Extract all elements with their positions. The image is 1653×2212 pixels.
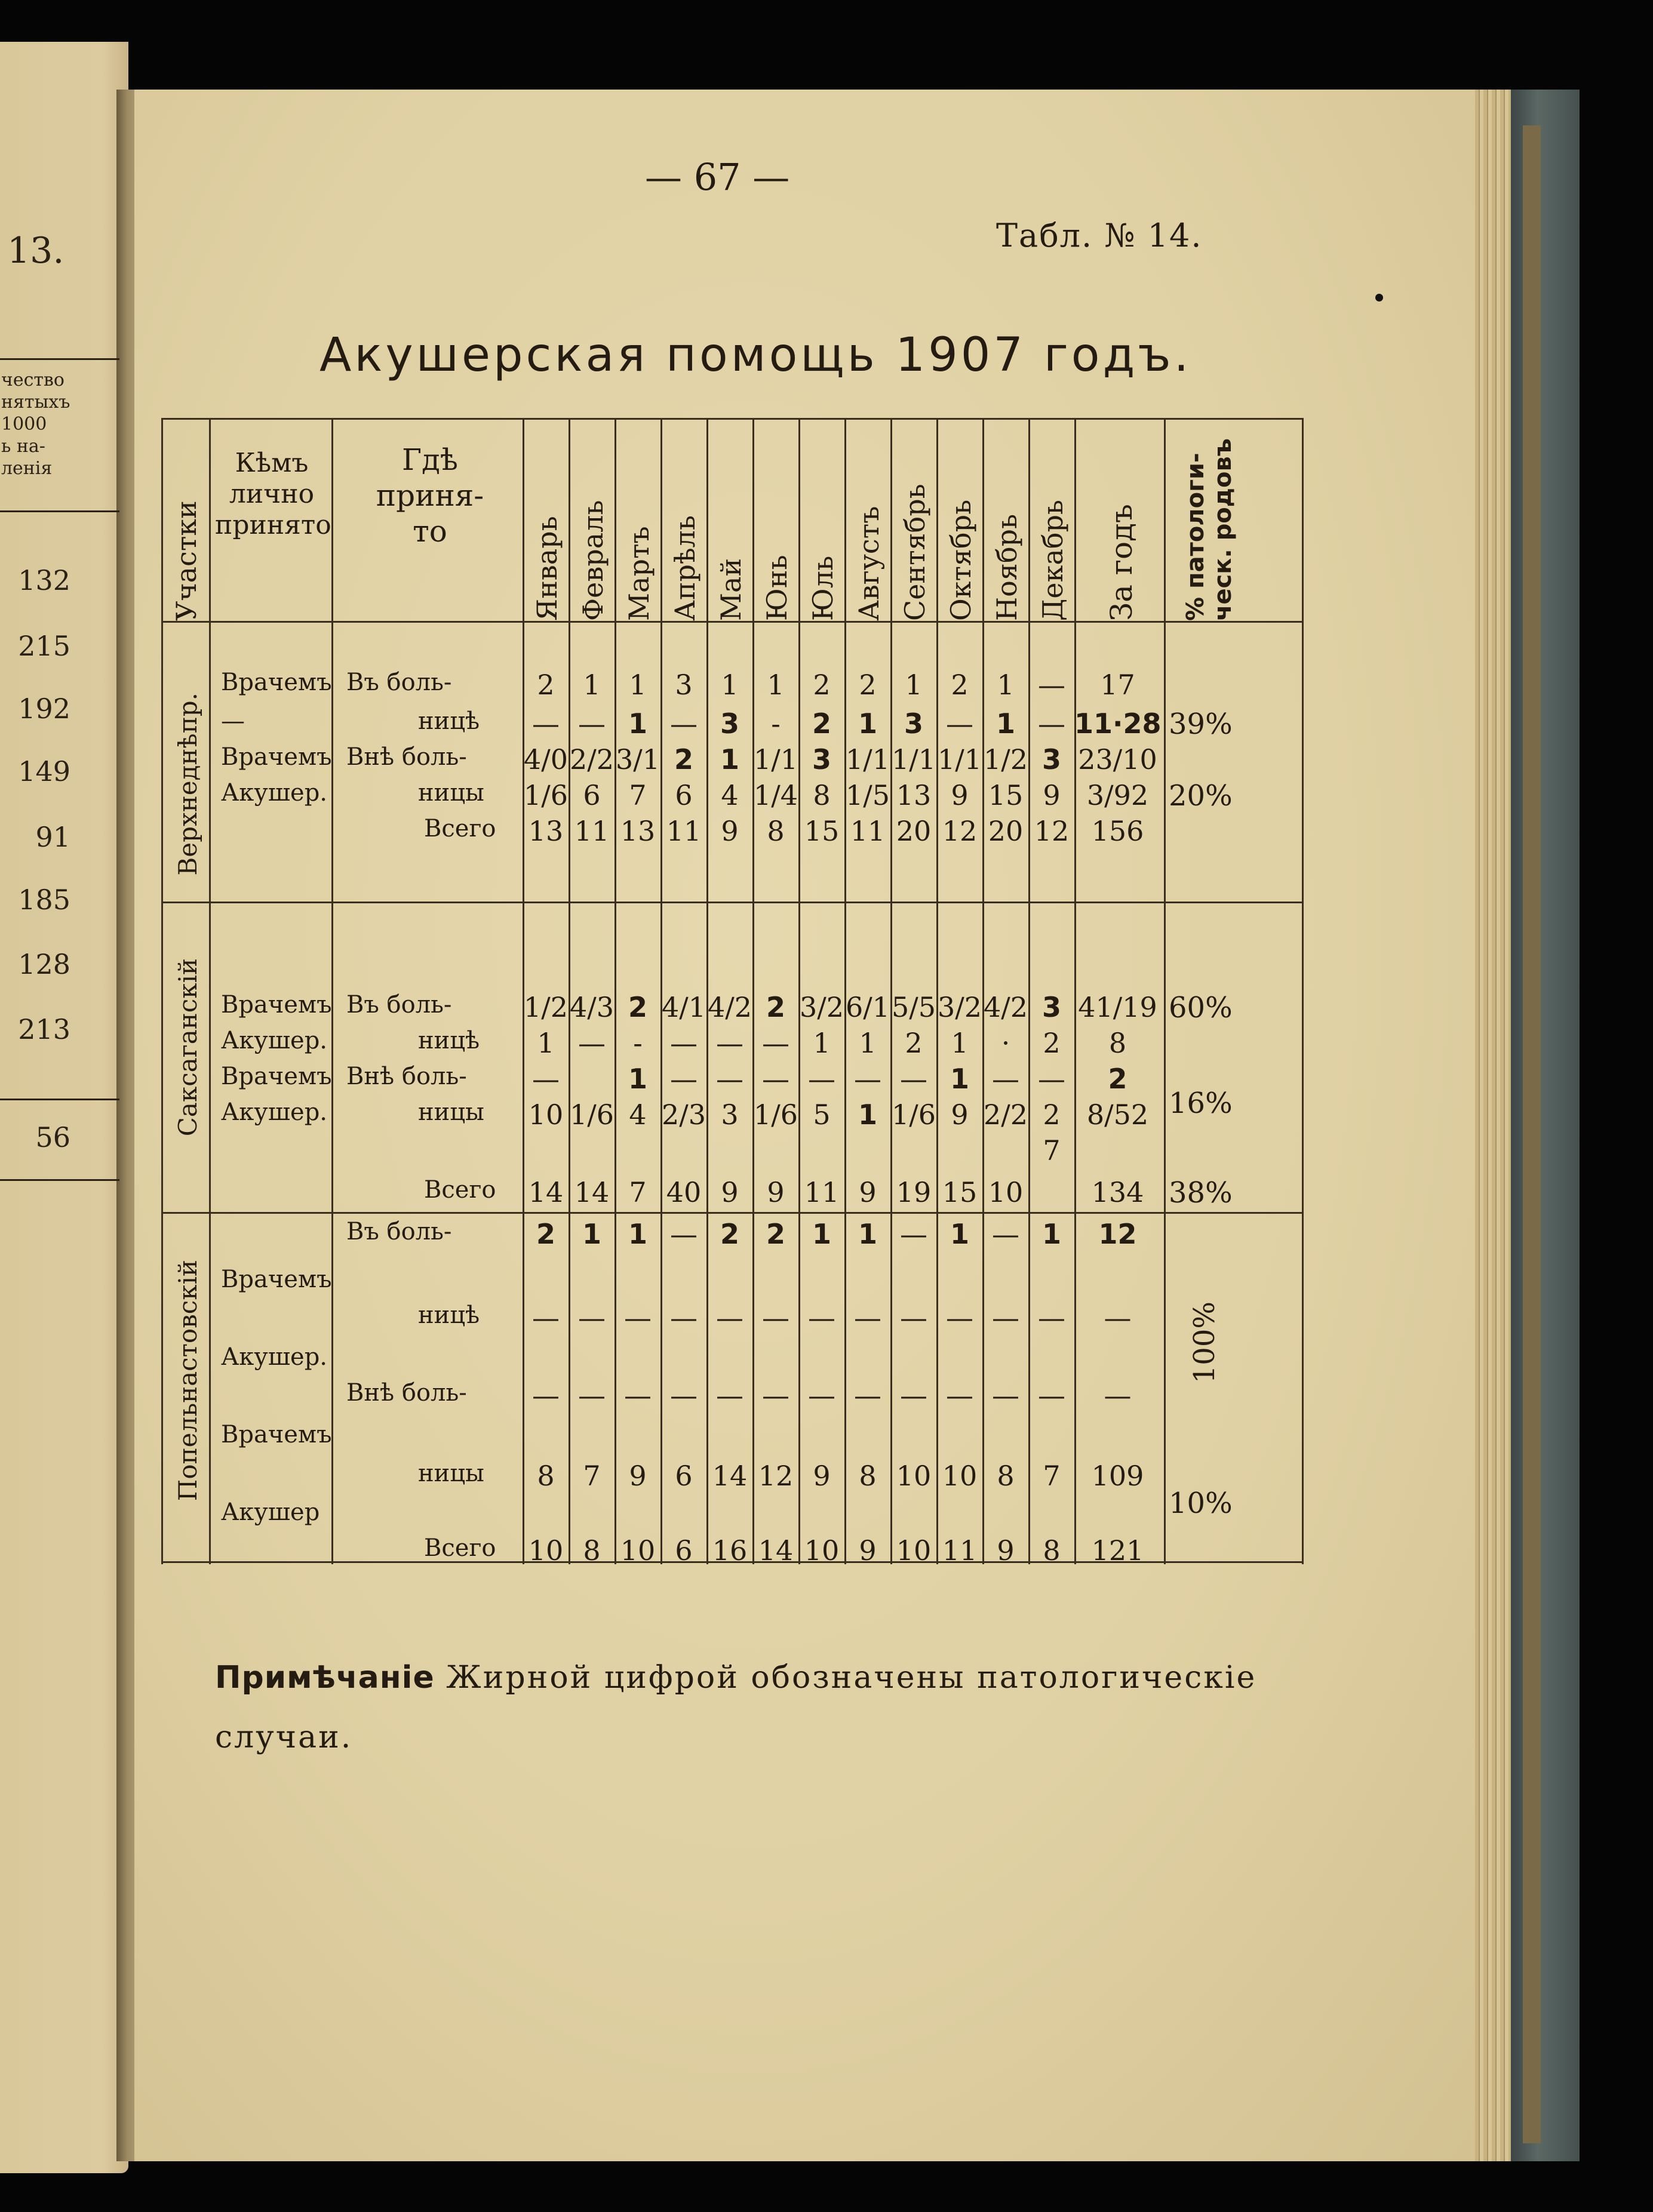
data-cell: — — [716, 1302, 743, 1334]
data-cell: 9 — [629, 1460, 647, 1492]
header-month: Февраль — [577, 500, 609, 621]
data-cell: 1 — [812, 1218, 831, 1250]
left-page — [0, 42, 128, 2173]
data-cell: 1 — [997, 669, 1015, 701]
data-cell: 1 — [813, 1027, 831, 1059]
year-total-cell: 156 — [1091, 815, 1144, 847]
data-cell: 5 — [813, 1099, 831, 1131]
data-cell: 10 — [896, 1534, 932, 1567]
data-cell: 3/2 — [937, 991, 982, 1023]
left-page-value: 213 — [18, 1013, 70, 1045]
data-cell: 2/2 — [983, 1099, 1028, 1131]
year-total-cell: 41/19 — [1078, 991, 1157, 1023]
footnote — [215, 1648, 1290, 1767]
data-cell: 9 — [859, 1176, 877, 1208]
data-cell: 1 — [951, 1027, 969, 1059]
left-page-column-header — [1, 369, 121, 479]
data-cell: 8 — [813, 779, 831, 811]
data-cell: 16 — [712, 1534, 748, 1567]
data-cell: 40 — [666, 1176, 702, 1208]
data-cell: 3/2 — [799, 991, 844, 1023]
row-where-label: Въ боль- — [346, 1218, 452, 1245]
data-cell: 3/1 — [615, 743, 660, 776]
year-total-cell: 134 — [1091, 1176, 1144, 1208]
data-cell: 1 — [583, 669, 601, 701]
data-cell: 1/4 — [753, 779, 798, 811]
row-who-label: Врачемъ — [221, 743, 332, 771]
data-cell: 9 — [721, 1176, 739, 1208]
data-cell: 10 — [942, 1460, 978, 1492]
left-page-rule — [0, 358, 119, 360]
data-cell: 1 — [628, 707, 647, 740]
left-page-header-line: ленія — [1, 458, 53, 479]
data-cell: — — [716, 1379, 743, 1411]
data-cell: — — [716, 1063, 743, 1095]
data-cell: — — [946, 707, 973, 740]
footnote-text: Жирной цифрой обозначены патологическіе случаи. — [215, 1660, 1257, 1755]
row-who-label: Врачемъ — [221, 1063, 332, 1090]
year-total-cell: 8 — [1108, 1027, 1127, 1059]
data-cell: 2/2 — [569, 743, 615, 776]
data-cell: 13 — [620, 815, 656, 847]
left-page-value: 192 — [18, 693, 70, 725]
data-cell: 9 — [721, 815, 739, 847]
data-cell: 3 — [720, 707, 739, 740]
data-cell: 1 — [582, 1218, 601, 1250]
data-cell: 10 — [988, 1176, 1024, 1208]
data-cell: — — [854, 1302, 881, 1334]
data-cell: 9 — [1043, 779, 1061, 811]
data-cell: 4 — [721, 779, 739, 811]
data-cell: 9 — [859, 1534, 877, 1567]
header-where-line: Гдѣ — [401, 442, 459, 477]
table-vertical-rule — [209, 418, 211, 1564]
row-who-label: Врачемъ — [221, 1266, 332, 1293]
data-cell: 4 — [629, 1099, 647, 1131]
header-who-line: лично — [229, 479, 315, 509]
table-horizontal-rule — [161, 621, 1302, 623]
row-where-label: ницѣ — [418, 707, 480, 735]
row-where-label: ницы — [418, 1099, 484, 1126]
data-cell: 2 — [720, 1218, 739, 1250]
year-total-cell: 17 — [1100, 669, 1135, 701]
year-total-cell: 11·28 — [1074, 707, 1162, 740]
data-cell: 14 — [758, 1534, 794, 1567]
data-cell: — — [1038, 1379, 1065, 1411]
data-cell: 6/1 — [845, 991, 890, 1023]
data-cell: 2 — [536, 1218, 555, 1250]
data-cell: 7 — [1043, 1134, 1061, 1167]
data-cell: 2 — [766, 991, 785, 1023]
data-cell: 12 — [758, 1460, 794, 1492]
data-cell: 1/6 — [753, 1099, 798, 1131]
data-cell: — — [532, 1379, 560, 1411]
data-cell: — — [670, 1063, 698, 1095]
data-cell: 1/2 — [523, 991, 569, 1023]
row-where-label: Внѣ боль- — [346, 1379, 467, 1407]
data-cell: 4/0 — [523, 743, 569, 776]
data-cell: 1/2 — [983, 743, 1028, 776]
pathology-percent: 20% — [1169, 779, 1233, 813]
data-cell: 6 — [675, 1534, 693, 1567]
left-page-rule — [0, 510, 119, 512]
data-cell: — — [992, 1063, 1019, 1095]
header-month: Юль — [807, 555, 839, 621]
data-cell: — — [762, 1027, 789, 1059]
left-page-value: 215 — [18, 630, 70, 662]
data-cell: 7 — [629, 1176, 647, 1208]
left-page-value: 149 — [18, 755, 70, 787]
data-cell: 1 — [721, 669, 739, 701]
data-cell: 6 — [675, 779, 693, 811]
data-cell: — — [578, 1302, 606, 1334]
data-cell: 15 — [942, 1176, 978, 1208]
row-where-label: ницѣ — [418, 1302, 480, 1329]
header-where-line: то — [413, 514, 447, 549]
header-who-line: принято — [215, 510, 331, 540]
data-cell: — — [624, 1379, 652, 1411]
year-total-cell: — — [1104, 1302, 1132, 1334]
data-cell: 3 — [1041, 743, 1061, 776]
book-cover-inner — [1523, 125, 1541, 2143]
data-cell: 3 — [812, 743, 831, 776]
data-cell: — — [578, 1379, 606, 1411]
data-cell: 1 — [858, 1099, 877, 1131]
header-pct-line: % патологи- — [1182, 453, 1209, 621]
data-cell: — — [900, 1218, 927, 1250]
data-cell: 8 — [583, 1534, 601, 1567]
row-where-label: Въ боль- — [346, 669, 452, 696]
header-year: За годъ — [1104, 504, 1139, 621]
header-where-line: приня- — [376, 478, 484, 513]
data-cell: — — [762, 1302, 789, 1334]
header-month: Декабрь — [1037, 500, 1069, 621]
data-cell: — — [624, 1302, 652, 1334]
data-cell: 1 — [858, 707, 877, 740]
left-page-value: 132 — [18, 564, 70, 596]
data-cell: 20 — [988, 815, 1024, 847]
left-page-value: 56 — [35, 1121, 70, 1153]
data-cell: 11 — [666, 815, 702, 847]
data-cell: 11 — [942, 1534, 978, 1567]
data-cell: 1/1 — [753, 743, 798, 776]
data-cell: 12 — [1034, 815, 1070, 847]
data-cell: 1 — [996, 707, 1015, 740]
row-who-label: Врачемъ — [221, 1421, 332, 1448]
data-cell: — — [1038, 669, 1065, 701]
row-who-label: Акушер. — [221, 1027, 328, 1054]
header-month: Мартъ — [623, 526, 655, 621]
data-cell: — — [532, 1063, 560, 1095]
data-cell: 8 — [1043, 1534, 1061, 1567]
left-page-header-line: 1000 — [1, 414, 47, 435]
data-cell: — — [670, 1218, 698, 1250]
data-cell: 1 — [905, 669, 923, 701]
pathology-percent: 60% — [1169, 991, 1233, 1025]
data-cell: — — [808, 1063, 835, 1095]
data-cell: — — [808, 1379, 835, 1411]
data-cell: 3 — [1041, 991, 1061, 1023]
table-vertical-rule — [161, 418, 163, 1564]
data-cell: 13 — [528, 815, 564, 847]
data-cell: 6 — [583, 779, 601, 811]
data-cell: 19 — [896, 1176, 932, 1208]
data-cell: 2 — [905, 1027, 923, 1059]
data-cell: 15 — [804, 815, 840, 847]
header-who-line: Кѣмъ — [235, 448, 309, 478]
data-cell: 1/1 — [937, 743, 982, 776]
data-cell: 4/3 — [569, 991, 615, 1023]
data-cell: 13 — [896, 779, 932, 811]
data-cell: 1 — [859, 1027, 877, 1059]
row-where-label: Въ боль- — [346, 991, 452, 1019]
data-cell: 1/5 — [845, 779, 890, 811]
data-cell: 20 — [896, 815, 932, 847]
data-cell: - — [771, 707, 781, 740]
data-cell: 8 — [537, 1460, 555, 1492]
data-cell: — — [670, 1027, 698, 1059]
data-cell: — — [762, 1063, 789, 1095]
left-page-heading: 13. — [7, 230, 64, 272]
book-cover — [1511, 90, 1580, 2161]
left-page-value: 91 — [35, 821, 70, 853]
data-cell: 10 — [620, 1534, 656, 1567]
data-cell: — — [854, 1063, 881, 1095]
data-cell: 2 — [766, 1218, 785, 1250]
data-cell: 2/3 — [661, 1099, 706, 1131]
data-cell: 1 — [767, 669, 785, 701]
header-where — [340, 442, 520, 549]
left-page-header-line: чество — [1, 370, 64, 390]
data-cell: — — [900, 1379, 927, 1411]
page-title: Акушерская помощь 1907 годъ. — [319, 328, 1192, 382]
data-cell: 1 — [720, 743, 739, 776]
left-page-rule — [0, 1179, 119, 1181]
data-cell: 7 — [629, 779, 647, 811]
data-cell: 4/2 — [707, 991, 752, 1023]
row-who-label: Врачемъ — [221, 669, 332, 696]
data-cell: 8 — [859, 1460, 877, 1492]
page-number: — 67 — — [645, 155, 790, 199]
footnote-label: Примѣчаніе — [215, 1660, 435, 1696]
data-cell: — — [1038, 707, 1065, 740]
data-cell: 2 — [951, 669, 969, 701]
data-cell: 2 — [1043, 1099, 1061, 1131]
data-cell: — — [946, 1379, 973, 1411]
data-cell: 1 — [858, 1218, 877, 1250]
header-month: Августъ — [853, 506, 885, 621]
row-who-label: Акушер. — [221, 779, 328, 807]
data-cell: — — [578, 707, 606, 740]
data-cell: 4/1 — [661, 991, 706, 1023]
header-pct-line: ческ. родовъ — [1209, 438, 1237, 621]
data-cell: 7 — [583, 1460, 601, 1492]
data-cell: — — [670, 1302, 698, 1334]
data-cell: 2 — [813, 669, 831, 701]
data-cell: — — [808, 1302, 835, 1334]
data-cell: 12 — [942, 815, 978, 847]
data-cell: — — [532, 1302, 560, 1334]
row-where-label: Внѣ боль- — [346, 743, 467, 771]
data-cell: 10 — [804, 1534, 840, 1567]
data-cell: 5/5 — [891, 991, 936, 1023]
data-cell: · — [1001, 1027, 1010, 1059]
data-cell: — — [900, 1063, 927, 1095]
data-cell: 14 — [528, 1176, 564, 1208]
data-cell: 10 — [528, 1099, 564, 1131]
year-total-cell: 12 — [1098, 1218, 1137, 1250]
data-cell: — — [992, 1218, 1019, 1250]
data-cell: 1/6 — [523, 779, 569, 811]
data-cell: 2 — [674, 743, 693, 776]
data-cell: 1/6 — [569, 1099, 615, 1131]
table-horizontal-rule — [161, 418, 1302, 420]
data-cell: — — [716, 1027, 743, 1059]
header-month: Сентябрь — [899, 484, 931, 621]
row-who-label: Врачемъ — [221, 991, 332, 1019]
data-cell: — — [762, 1379, 789, 1411]
data-cell: 1 — [1041, 1218, 1061, 1250]
left-page-header-line: нятыхъ — [1, 392, 70, 413]
row-where-label: ницѣ — [418, 1027, 480, 1054]
header-districts: Участки — [170, 500, 202, 621]
data-cell: — — [992, 1379, 1019, 1411]
year-total-cell: 121 — [1091, 1534, 1144, 1567]
table-horizontal-rule — [161, 902, 1302, 903]
header-month: Ноябрь — [991, 513, 1023, 621]
header-pct — [1182, 430, 1237, 621]
data-cell: — — [670, 1379, 698, 1411]
data-cell: — — [1038, 1063, 1065, 1095]
data-cell: — — [670, 707, 698, 740]
row-who-label: Акушер. — [221, 1343, 328, 1371]
row-who-label: Акушер. — [221, 1099, 328, 1126]
data-cell: 10 — [528, 1534, 564, 1567]
data-cell: 9 — [951, 1099, 969, 1131]
data-cell: 10 — [896, 1460, 932, 1492]
data-cell: 1/1 — [845, 743, 890, 776]
data-cell: 11 — [850, 815, 886, 847]
data-cell: 1 — [950, 1063, 969, 1095]
header-month: Январь — [531, 516, 563, 621]
ink-dot — [1375, 294, 1383, 302]
data-cell: 11 — [574, 815, 610, 847]
table-label: Табл. № 14. — [996, 217, 1203, 254]
data-cell: 1 — [629, 669, 647, 701]
data-cell: — — [900, 1302, 927, 1334]
table-vertical-rule — [1164, 418, 1166, 1564]
data-cell: 1/6 — [891, 1099, 936, 1131]
data-cell: 2 — [537, 669, 555, 701]
row-where-label: Внѣ боль- — [346, 1063, 467, 1090]
table-vertical-rule — [1302, 418, 1304, 1564]
data-cell: - — [633, 1027, 643, 1059]
data-cell: 2 — [1043, 1027, 1061, 1059]
data-cell: — — [854, 1379, 881, 1411]
data-cell: 3 — [904, 707, 923, 740]
data-cell: 11 — [804, 1176, 840, 1208]
data-cell: 2 — [628, 991, 647, 1023]
data-cell: — — [1038, 1302, 1065, 1334]
year-total-cell: 23/10 — [1078, 743, 1157, 776]
header-month: Юнь — [761, 555, 793, 621]
left-page-value: 128 — [18, 948, 70, 980]
data-cell: 14 — [574, 1176, 610, 1208]
data-cell: 7 — [1043, 1460, 1061, 1492]
header-month: Октябрь — [945, 499, 977, 621]
data-cell: 9 — [951, 779, 969, 811]
left-page-value: 185 — [18, 884, 70, 916]
header-month: Апрѣль — [669, 515, 701, 621]
data-cell: 2 — [859, 669, 877, 701]
data-cell: 1/1 — [891, 743, 936, 776]
data-cell: 3 — [675, 669, 693, 701]
table-horizontal-rule — [161, 1212, 1302, 1214]
data-cell: 3 — [721, 1099, 739, 1131]
data-cell: 1 — [628, 1218, 647, 1250]
data-cell: 9 — [813, 1460, 831, 1492]
header-month: Май — [715, 558, 747, 621]
data-cell: — — [532, 707, 560, 740]
data-cell: — — [578, 1027, 606, 1059]
data-cell: 2 — [812, 707, 831, 740]
year-total-cell: 3/92 — [1086, 779, 1149, 811]
year-total-cell: — — [1104, 1379, 1132, 1411]
data-cell: — — [946, 1302, 973, 1334]
pathology-percent: 16% — [1169, 1087, 1233, 1120]
data-cell: 4/2 — [983, 991, 1028, 1023]
section-label: Саксаганскій — [173, 958, 202, 1137]
pathology-percent: 10% — [1169, 1487, 1233, 1520]
row-who-label: — — [221, 707, 245, 735]
pathology-percent: 39% — [1169, 707, 1233, 741]
left-page-header-line: ь на- — [1, 436, 45, 457]
left-page-rule — [0, 1099, 119, 1100]
data-cell: 1 — [537, 1027, 555, 1059]
pathology-percent: 38% — [1169, 1176, 1233, 1210]
data-cell: — — [992, 1302, 1019, 1334]
row-where-label: Всего — [424, 815, 496, 842]
year-total-cell: 8/52 — [1086, 1099, 1149, 1131]
data-cell: 8 — [767, 815, 785, 847]
year-total-cell: 2 — [1108, 1063, 1127, 1095]
year-total-cell: 109 — [1091, 1460, 1144, 1492]
row-who-label: Акушер — [221, 1499, 320, 1526]
data-cell: 9 — [767, 1176, 785, 1208]
pathology-percent: 100% — [1188, 1302, 1221, 1384]
obstetric-table — [161, 418, 1302, 1567]
data-cell: 1 — [950, 1218, 969, 1250]
data-cell: 14 — [712, 1460, 748, 1492]
section-label: Попельнастовскій — [173, 1260, 202, 1502]
data-cell: 9 — [997, 1534, 1015, 1567]
data-cell: 8 — [997, 1460, 1015, 1492]
data-cell: 15 — [988, 779, 1024, 811]
header-who — [215, 448, 331, 541]
row-where-label: Всего — [424, 1176, 496, 1204]
row-where-label: ницы — [418, 1460, 484, 1487]
data-cell: 1 — [628, 1063, 647, 1095]
data-cell: 6 — [675, 1460, 693, 1492]
row-where-label: ницы — [418, 779, 484, 807]
section-label: Верхнеднѣпр. — [173, 693, 202, 876]
row-where-label: Всего — [424, 1534, 496, 1562]
